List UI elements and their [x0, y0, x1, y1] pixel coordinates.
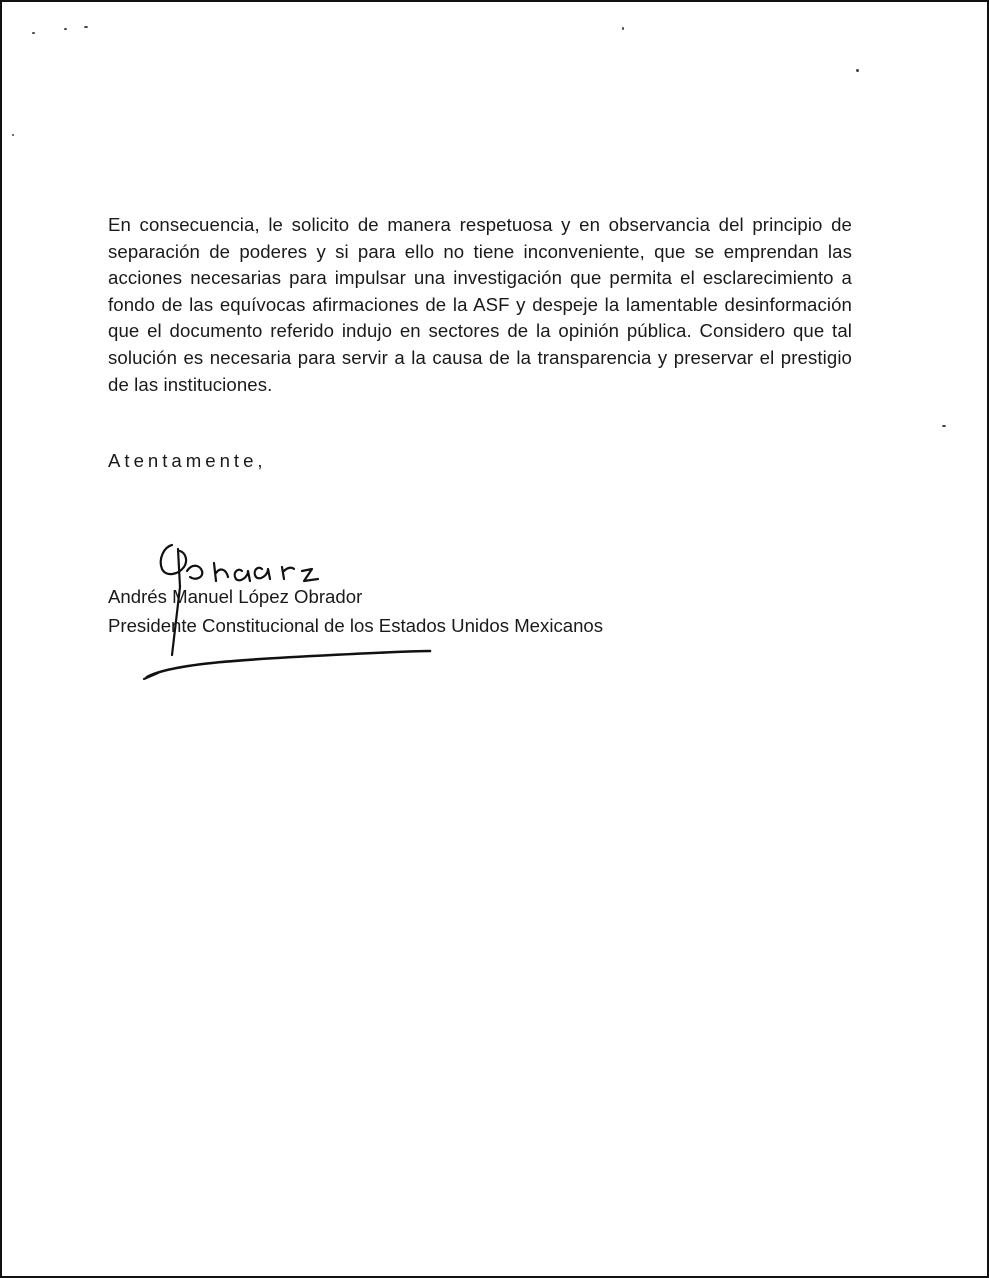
scan-speck	[942, 425, 946, 427]
scan-speck	[32, 32, 35, 34]
handwritten-signature	[132, 537, 452, 687]
scan-speck	[64, 28, 67, 30]
closing-salutation: Atentamente,	[108, 450, 267, 471]
scan-speck	[622, 27, 624, 30]
signatory-title: Presidente Constitucional de los Estados Unidos Mexicanos	[108, 615, 604, 636]
scan-speck	[84, 26, 88, 28]
scan-speck	[856, 69, 859, 72]
body-paragraph: En consecuencia, le solicito de manera respetuosa y en observancia del principio de separación de poderes y si para ello no tiene inconveniente, que se emprendan las acciones necesarias para impulsar una investigación que permita el esclarecimiento a fondo de las equívocas afirmaciones de la ASF y despeje la lamentable desinformación que el documento referido indujo en sectores de la opinión pública. Considero que tal solución es necesaria para servir a la causa de la transparencia y preservar el prestigio de las instituciones.	[108, 214, 852, 395]
scan-speck	[12, 134, 14, 136]
signatory-name: Andrés Manuel López Obrador	[108, 586, 363, 607]
